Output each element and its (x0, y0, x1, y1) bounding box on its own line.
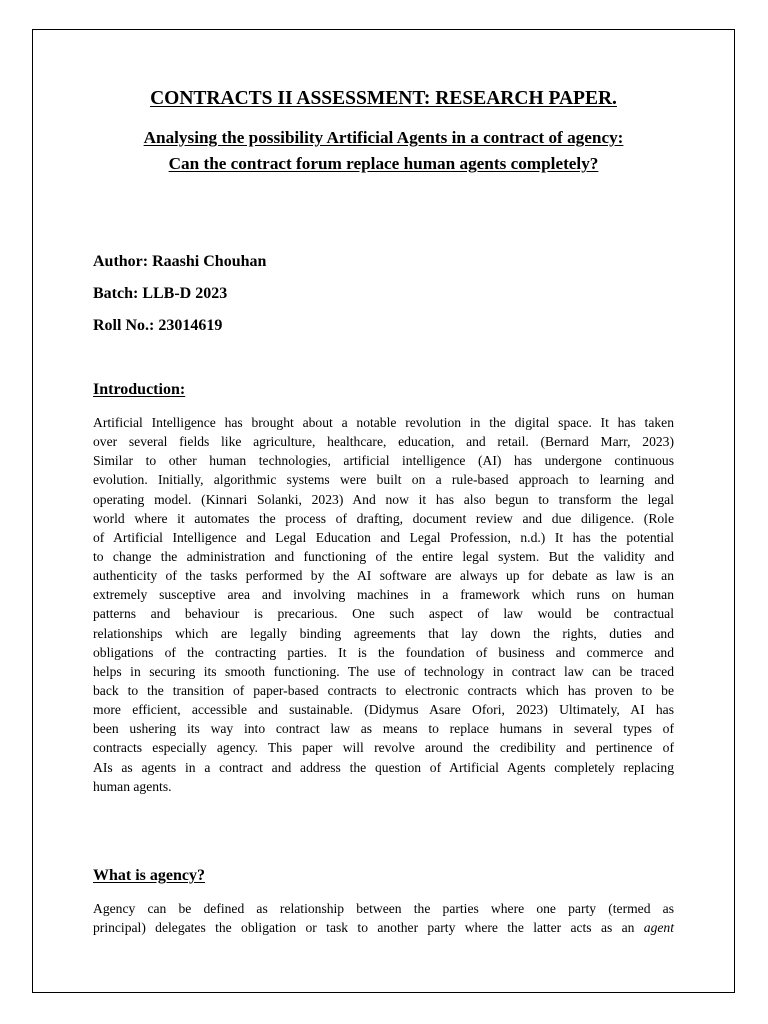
paragraph-line: been ushering its way into contract law as means to replace humans in several types of (93, 721, 674, 737)
paragraph-line: AIs as agents in a contract and address the question of Artificial Agents completely replacing (93, 759, 674, 775)
paragraph-line: world where it automates the process of drafting, document review and due diligence. (Role (93, 510, 674, 526)
paragraph-line: over several fields like agriculture, healthcare, education, and retail. (Bernard Marr, 2023) (93, 434, 674, 450)
paragraph-line: operating model. (Kinnari Solanki, 2023) And now it has also begun to transform the legal (93, 491, 674, 507)
paragraph-line (93, 918, 674, 937)
roll-number-line: Roll No.: 23014619 (93, 317, 223, 334)
paragraph-line: back to the transition of paper-based contracts to electronic contracts which has proven to be (93, 682, 674, 698)
author-line: Author: Raashi Chouhan (93, 253, 267, 270)
paragraph-line: authenticity of the tasks performed by the AI software are always up for debate as law is an (93, 568, 674, 584)
paragraph-line: extremely susceptive area and involving machines in a framework which runs on human (93, 587, 674, 603)
agency-heading: What is agency? (93, 867, 205, 884)
paragraph-line: Similar to other human technologies, artificial intelligence (AI) has undergone continuous (93, 453, 674, 469)
paragraph-line-text: principal) delegates the obligation or task to another party where the latter acts as an (93, 920, 635, 936)
agency-paragraph (93, 899, 674, 937)
paragraph-line: human agents. (93, 778, 172, 794)
paragraph-line: Agency can be defined as relationship between the parties where one party (termed as (93, 901, 674, 916)
paragraph-line: to change the administration and functioning of the entire legal system. But the validity and (93, 548, 674, 564)
paragraph-line: obligations of the contracting parties. It is the foundation of business and commerce and (93, 644, 674, 660)
paragraph-line: contracts especially agency. This paper will revolve around the credibility and pertinence of (93, 740, 674, 756)
document-title: CONTRACTS II ASSESSMENT: RESEARCH PAPER. (150, 88, 617, 109)
paragraph-line: evolution. Initially, algorithmic systems were built on a rule-based approach to learning and (93, 472, 674, 488)
document-subtitle (32, 125, 735, 177)
subtitle-line: Analysing the possibility Artificial Agents in a contract of agency: (143, 128, 624, 147)
italic-term: agent (643, 920, 674, 936)
introduction-paragraph (93, 413, 674, 796)
paragraph-line: helps in securing its smooth functioning. The use of technology in contract law can be traced (93, 663, 674, 679)
batch-line: Batch: LLB-D 2023 (93, 285, 228, 302)
subtitle-line: Can the contract forum replace human agents completely? (168, 154, 599, 173)
paragraph-line: patterns and behaviour is precarious. One such aspect of law would be contractual (93, 606, 674, 622)
paragraph-line: of Artificial Intelligence and Legal Education and Legal Profession, n.d.) It has the potential (93, 529, 674, 545)
paragraph-line: relationships which are legally binding agreements that lay down the rights, duties and (93, 625, 674, 641)
introduction-heading: Introduction: (93, 381, 186, 398)
paragraph-line: more efficient, accessible and sustainable. (Didymus Asare Ofori, 2023) Ultimately, AI has (93, 702, 674, 718)
paragraph-line: Artificial Intelligence has brought about a notable revolution in the digital space. It has taken (93, 415, 674, 430)
